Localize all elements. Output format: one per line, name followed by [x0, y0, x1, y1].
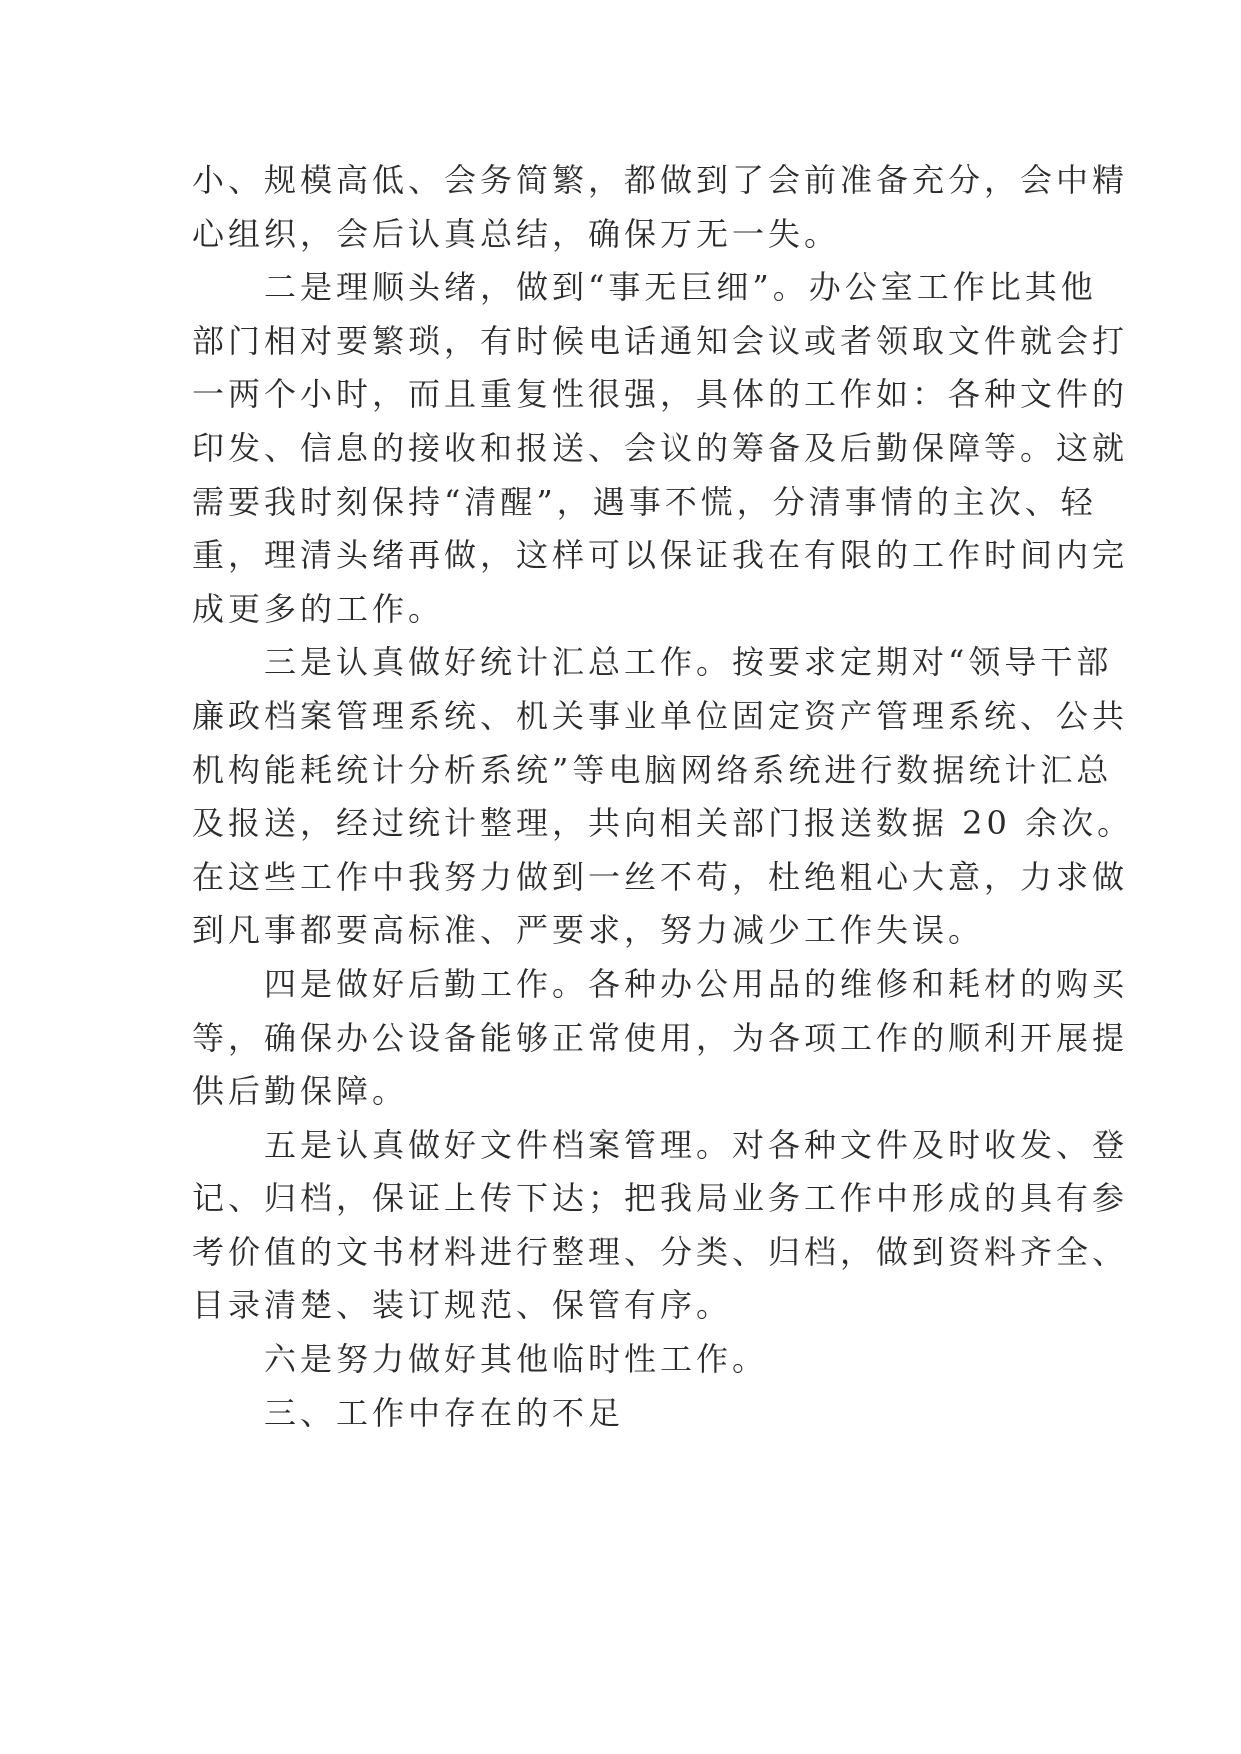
text-line: 五是认真做好文件档案管理。对各种文件及时收发、登 — [264, 1125, 1129, 1164]
paragraph-item-2 — [192, 261, 1129, 636]
text-line: 印发、信息的接收和报送、会议的筹备及后勤保障等。这就 — [192, 428, 1129, 467]
text-line: 六是努力做好其他临时性工作。 — [264, 1340, 769, 1379]
text-line: 供后勤保障。 — [192, 1072, 409, 1111]
text-line: 四是做好后勤工作。各种办公用品的维修和耗材的购买 — [264, 964, 1129, 1003]
text-line: 到凡事都要高标准、严要求，努力减少工作失误。 — [192, 911, 985, 950]
paragraph-item-3 — [192, 636, 1134, 958]
text-line: 成更多的工作。 — [192, 589, 445, 628]
text-line: 二是理顺头绪，做到“事无巨细”。办公室工作比其他 — [264, 268, 1097, 307]
text-line: 小、规模高低、会务简繁，都做到了会前准备充分，会中精 — [192, 161, 1129, 199]
text-line: 记、归档，保证上传下达；把我局业务工作中形成的具有参 — [192, 1179, 1129, 1218]
text-line: 三、工作中存在的不足 — [264, 1393, 625, 1432]
text-line: 三是认真做好统计汇总工作。按要求定期对“领导干部 — [264, 643, 1113, 682]
text-line: 在这些工作中我努力做到一丝不苟，杜绝粗心大意，力求做 — [192, 857, 1129, 896]
text-line: 需要我时刻保持“清醒”，遇事不慌，分清事情的主次、轻 — [192, 482, 1097, 521]
text-line: 机构能耗统计分析系统”等电脑网络系统进行数据统计汇总 — [192, 750, 1113, 789]
text-line: 目录清楚、装订规范、保管有序。 — [192, 1286, 733, 1325]
text-line: 廉政档案管理系统、机关事业单位固定资产管理系统、公共 — [192, 696, 1129, 735]
text-line: 等，确保办公设备能够正常使用，为各项工作的顺利开展提 — [192, 1018, 1129, 1057]
text-line: 重，理清头绪再做，这样可以保证我在有限的工作时间内完 — [192, 536, 1129, 575]
document-body — [192, 154, 1134, 1440]
section-heading — [192, 1387, 1064, 1441]
paragraph-item-6 — [192, 1333, 1064, 1387]
text-line: 一两个小时，而且重复性很强，具体的工作如：各种文件的 — [192, 375, 1129, 414]
text-line: 部门相对要繁琐，有时候电话通知会议或者领取文件就会打 — [192, 321, 1129, 360]
text-line: 及报送，经过统计整理，共向相关部门报送数据 20 余次。 — [192, 804, 1134, 843]
text-line: 心组织，会后认真总结，确保万无一失。 — [192, 214, 841, 253]
paragraph-item-5 — [192, 1119, 1129, 1333]
paragraph-item-4 — [192, 958, 1129, 1119]
text-line: 考价值的文书材料进行整理、分类、归档，做到资料齐全、 — [192, 1232, 1129, 1271]
paragraph-continuation — [192, 154, 1129, 261]
